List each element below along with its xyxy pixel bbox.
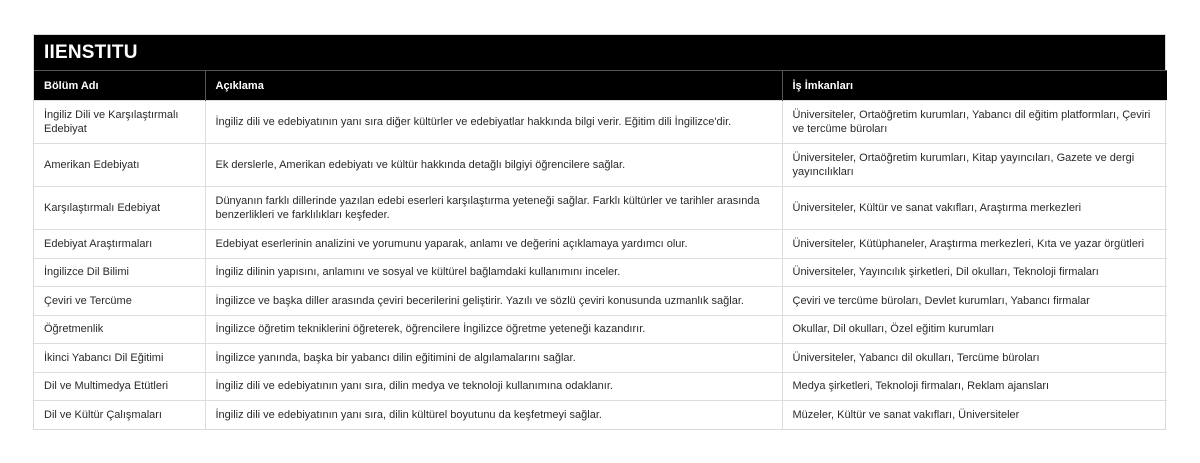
table-row (34, 258, 1167, 287)
cell-description: İngiliz dili ve edebiyatının yanı sıra diğer kültürler ve edebiyatlar hakkında bilgi verir. Eğitim dili İngilizce'dir. (205, 101, 782, 144)
table-row (34, 372, 1167, 401)
cell-department-name: Dil ve Kültür Çalışmaları (34, 401, 205, 429)
cell-department-name: Dil ve Multimedya Etütleri (34, 372, 205, 401)
cell-department-name: Çeviri ve Tercüme (34, 287, 205, 316)
table-row (34, 344, 1167, 373)
cell-description: İngiliz dili ve edebiyatının yanı sıra, dilin kültürel boyutunu da keşfetmeyi sağlar. (205, 401, 782, 429)
cell-description: Edebiyat eserlerinin analizini ve yorumunu yaparak, anlamı ve değerini açıklamaya yardımcı olur. (205, 230, 782, 259)
table-row (34, 315, 1167, 344)
header-job-opportunities: İş İmkanları (782, 71, 1167, 101)
cell-job-opportunities: Medya şirketleri, Teknoloji firmaları, Reklam ajansları (782, 372, 1167, 401)
header-description: Açıklama (205, 71, 782, 101)
cell-department-name: Karşılaştırmalı Edebiyat (34, 187, 205, 230)
cell-department-name: İngiliz Dili ve Karşılaştırmalı Edebiyat (34, 101, 205, 144)
departments-table (34, 70, 1167, 429)
cell-job-opportunities: Üniversiteler, Kütüphaneler, Araştırma merkezleri, Kıta ve yazar örgütleri (782, 230, 1167, 259)
cell-job-opportunities: Üniversiteler, Ortaöğretim kurumları, Kitap yayıncıları, Gazete ve dergi yayıncılıkları (782, 144, 1167, 187)
cell-department-name: Öğretmenlik (34, 315, 205, 344)
cell-description: İngiliz dilinin yapısını, anlamını ve sosyal ve kültürel bağlamdaki kullanımını inceler. (205, 258, 782, 287)
table-row (34, 101, 1167, 144)
table-row (34, 187, 1167, 230)
table-row (34, 230, 1167, 259)
cell-job-opportunities: Okullar, Dil okulları, Özel eğitim kurumları (782, 315, 1167, 344)
cell-job-opportunities: Üniversiteler, Kültür ve sanat vakıfları, Araştırma merkezleri (782, 187, 1167, 230)
table-row (34, 287, 1167, 316)
cell-department-name: Edebiyat Araştırmaları (34, 230, 205, 259)
cell-job-opportunities: Üniversiteler, Yabancı dil okulları, Tercüme büroları (782, 344, 1167, 373)
cell-job-opportunities: Üniversiteler, Yayıncılık şirketleri, Dil okulları, Teknoloji firmaları (782, 258, 1167, 287)
cell-job-opportunities: Üniversiteler, Ortaöğretim kurumları, Yabancı dil eğitim platformları, Çeviri ve tercüme büroları (782, 101, 1167, 144)
cell-description: Ek derslerle, Amerikan edebiyatı ve kültür hakkında detağlı bilgiyi öğrencilere sağlar. (205, 144, 782, 187)
table-row (34, 144, 1167, 187)
cell-description: İngilizce öğretim tekniklerini öğreterek, öğrencilere İngilizce öğretme yeteneği kazandırır. (205, 315, 782, 344)
cell-description: İngiliz dili ve edebiyatının yanı sıra, dilin medya ve teknoloji kullanımına odaklanır. (205, 372, 782, 401)
brand-title: IIENSTITU (34, 35, 1165, 70)
table-row (34, 401, 1167, 429)
cell-department-name: Amerikan Edebiyatı (34, 144, 205, 187)
cell-job-opportunities: Müzeler, Kültür ve sanat vakıfları, Üniversiteler (782, 401, 1167, 429)
cell-department-name: İkinci Yabancı Dil Eğitimi (34, 344, 205, 373)
cell-job-opportunities: Çeviri ve tercüme büroları, Devlet kurumları, Yabancı firmalar (782, 287, 1167, 316)
departments-table-container (33, 34, 1166, 430)
header-department-name: Bölüm Adı (34, 71, 205, 101)
cell-description: İngilizce ve başka diller arasında çeviri becerilerini geliştirir. Yazılı ve sözlü çeviri konusunda uzmanlık sağlar. (205, 287, 782, 316)
table-header-row (34, 71, 1167, 101)
cell-description: İngilizce yanında, başka bir yabancı dilin eğitimini de algılamalarını sağlar. (205, 344, 782, 373)
cell-description: Dünyanın farklı dillerinde yazılan edebi eserleri karşılaştırma yeteneği sağlar. Farklı kültürler ve tarihler arasında benzerlikleri ve farklılıkları keşfeder. (205, 187, 782, 230)
cell-department-name: İngilizce Dil Bilimi (34, 258, 205, 287)
